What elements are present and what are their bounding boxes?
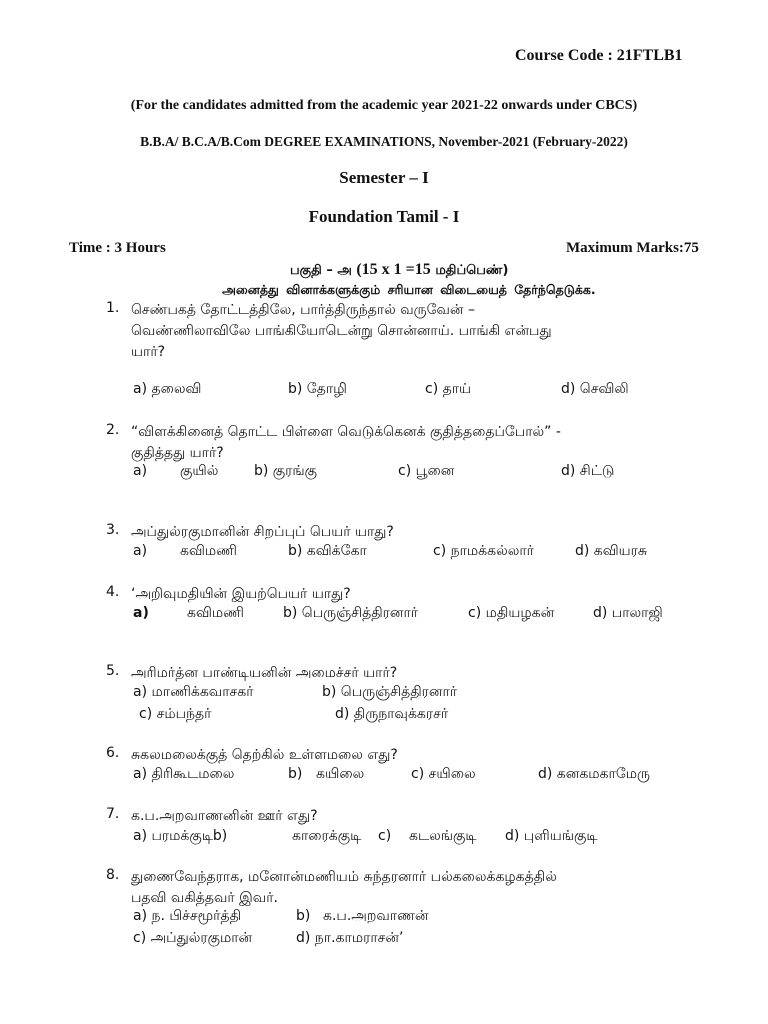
option-c-text: கடலங்குடி	[409, 828, 477, 844]
option-d: d) புளியங்குடி	[505, 828, 598, 844]
question-text	[131, 867, 721, 909]
subject-heading: Foundation Tamil - I	[308, 207, 460, 226]
question-text	[131, 300, 721, 363]
option-a: a) மாணிக்கவாசகர்	[133, 684, 254, 700]
option-a-text: கவிமணி	[180, 543, 237, 559]
option-a: a)	[133, 463, 148, 479]
question-line: ‘அறிவுமதியின் இயற்பெயர் யாது?	[131, 586, 351, 602]
option-b: b)	[296, 908, 311, 924]
option-c: c) தாய்	[425, 381, 472, 397]
option-c: c)	[378, 828, 392, 844]
option-c: c) பூனை	[398, 463, 455, 479]
option-d: d) திருநாவுக்கரசர்	[335, 706, 449, 722]
question-line: அப்துல்ரகுமானின் சிறப்புப் பெயர் யாது?	[131, 524, 394, 540]
maximum-marks: Maximum Marks:75	[566, 240, 699, 256]
exam-title: B.B.A/ B.C.A/B.Com DEGREE EXAMINATIONS, November-2021 (February-2022)	[140, 134, 628, 149]
question-number: 5.	[106, 663, 120, 679]
option-c: c) மதியழகன்	[468, 605, 555, 621]
question-line: வெண்ணிலாவிலே பாங்கியோடென்று சொன்னாய். பாங்கி என்பது	[131, 323, 552, 339]
option-d: d) கவியரசு	[575, 543, 648, 559]
question-line: பதவி வகித்தவர் இவர்.	[131, 890, 278, 906]
part-label: பகுதி – அ	[290, 263, 352, 278]
option-b: b) பெருஞ்சித்திரனார்	[283, 605, 419, 621]
option-a-text: குயில்	[180, 463, 219, 479]
option-a: a) திரிகூடமலை	[133, 766, 235, 782]
question-text	[131, 522, 721, 543]
question-line: க.ப.அறவாணனின் ஊர் எது?	[131, 808, 318, 824]
option-d: d) பாலாஜி	[593, 605, 663, 621]
option-c: c) அப்துல்ரகுமான்	[133, 930, 253, 946]
question-line: அரிமர்த்ன பாண்டியனின் அமைச்சர் யார்?	[131, 665, 398, 681]
question-number: 2.	[106, 422, 120, 438]
option-d: d) செவிலி	[561, 381, 629, 397]
option-b: b) குரங்கு	[254, 463, 318, 479]
option-a: a)	[133, 605, 149, 621]
option-c: c) நாமக்கல்லார்	[433, 543, 534, 559]
question-number: 1.	[106, 300, 120, 316]
course-code: Course Code : 21FTLB1	[515, 47, 683, 64]
option-c: c) சம்பந்தர்	[139, 706, 212, 722]
question-text	[131, 422, 721, 464]
question-text	[131, 663, 721, 684]
option-b: b) தோழி	[288, 381, 347, 397]
part-instruction: அனைத்து வினாக்களுக்கும் சரியான விடையைத் தேர்ந்தெடுக்க.	[222, 282, 596, 297]
option-c: c) சயிலை	[411, 766, 476, 782]
option-d: d) நா.காமராசன்’	[296, 930, 404, 946]
option-a: a) ந. பிச்சமூர்த்தி	[133, 908, 242, 924]
option-b-text: கயிலை	[316, 766, 365, 782]
question-line: “விளக்கினைத் தொட்ட பிள்ளை வெடுக்கெனக் குதித்ததைப்போல்” -	[131, 424, 561, 440]
option-d: d) சிட்டு	[561, 463, 615, 479]
question-number: 7.	[106, 806, 120, 822]
question-number: 3.	[106, 522, 120, 538]
option-a: a) தலைவி	[133, 381, 202, 397]
question-line: சுகலமலைக்குத் தெற்கில் உள்ளமலை எது?	[131, 747, 398, 763]
eligibility-note: (For the candidates admitted from the academic year 2021-22 onwards under CBCS)	[130, 98, 638, 113]
semester-heading: Semester – I	[339, 168, 429, 187]
question-text	[131, 584, 721, 605]
question-text	[131, 806, 721, 827]
part-marks: (15 x 1 =15	[356, 261, 431, 278]
question-number: 6.	[106, 745, 120, 761]
option-b: b) பெருஞ்சித்திரனார்	[322, 684, 458, 700]
option-a: a)	[133, 543, 148, 559]
option-b-text: காரைக்குடி	[292, 828, 362, 844]
question-number: 4.	[106, 584, 120, 600]
option-d: d) கனகமகாமேரு	[538, 766, 650, 782]
part-marks-suffix: மதிப்பெண்)	[435, 263, 509, 278]
question-number: 8.	[106, 867, 120, 883]
question-line: துணைவேந்தராக, மனோன்மணியம் சுந்தரனார் பல்கலைக்கழகத்தில்	[131, 869, 557, 885]
question-text	[131, 745, 721, 766]
option-b-text: க.ப.அறவாணன்	[323, 908, 429, 924]
option-b: b) கவிக்கோ	[288, 543, 367, 559]
question-line: யார்?	[131, 344, 166, 360]
question-line: செண்பகத் தோட்டத்திலே, பார்த்திருந்தால் வருவேன் –	[131, 302, 475, 318]
option-b: b)	[288, 766, 303, 782]
exam-duration: Time : 3 Hours	[69, 240, 166, 256]
part-heading	[290, 261, 508, 279]
option-a-b: a) பரமக்குடிb)	[133, 828, 228, 844]
option-a-text: கவிமணி	[187, 605, 244, 621]
question-line: குதித்தது யார்?	[131, 445, 224, 461]
